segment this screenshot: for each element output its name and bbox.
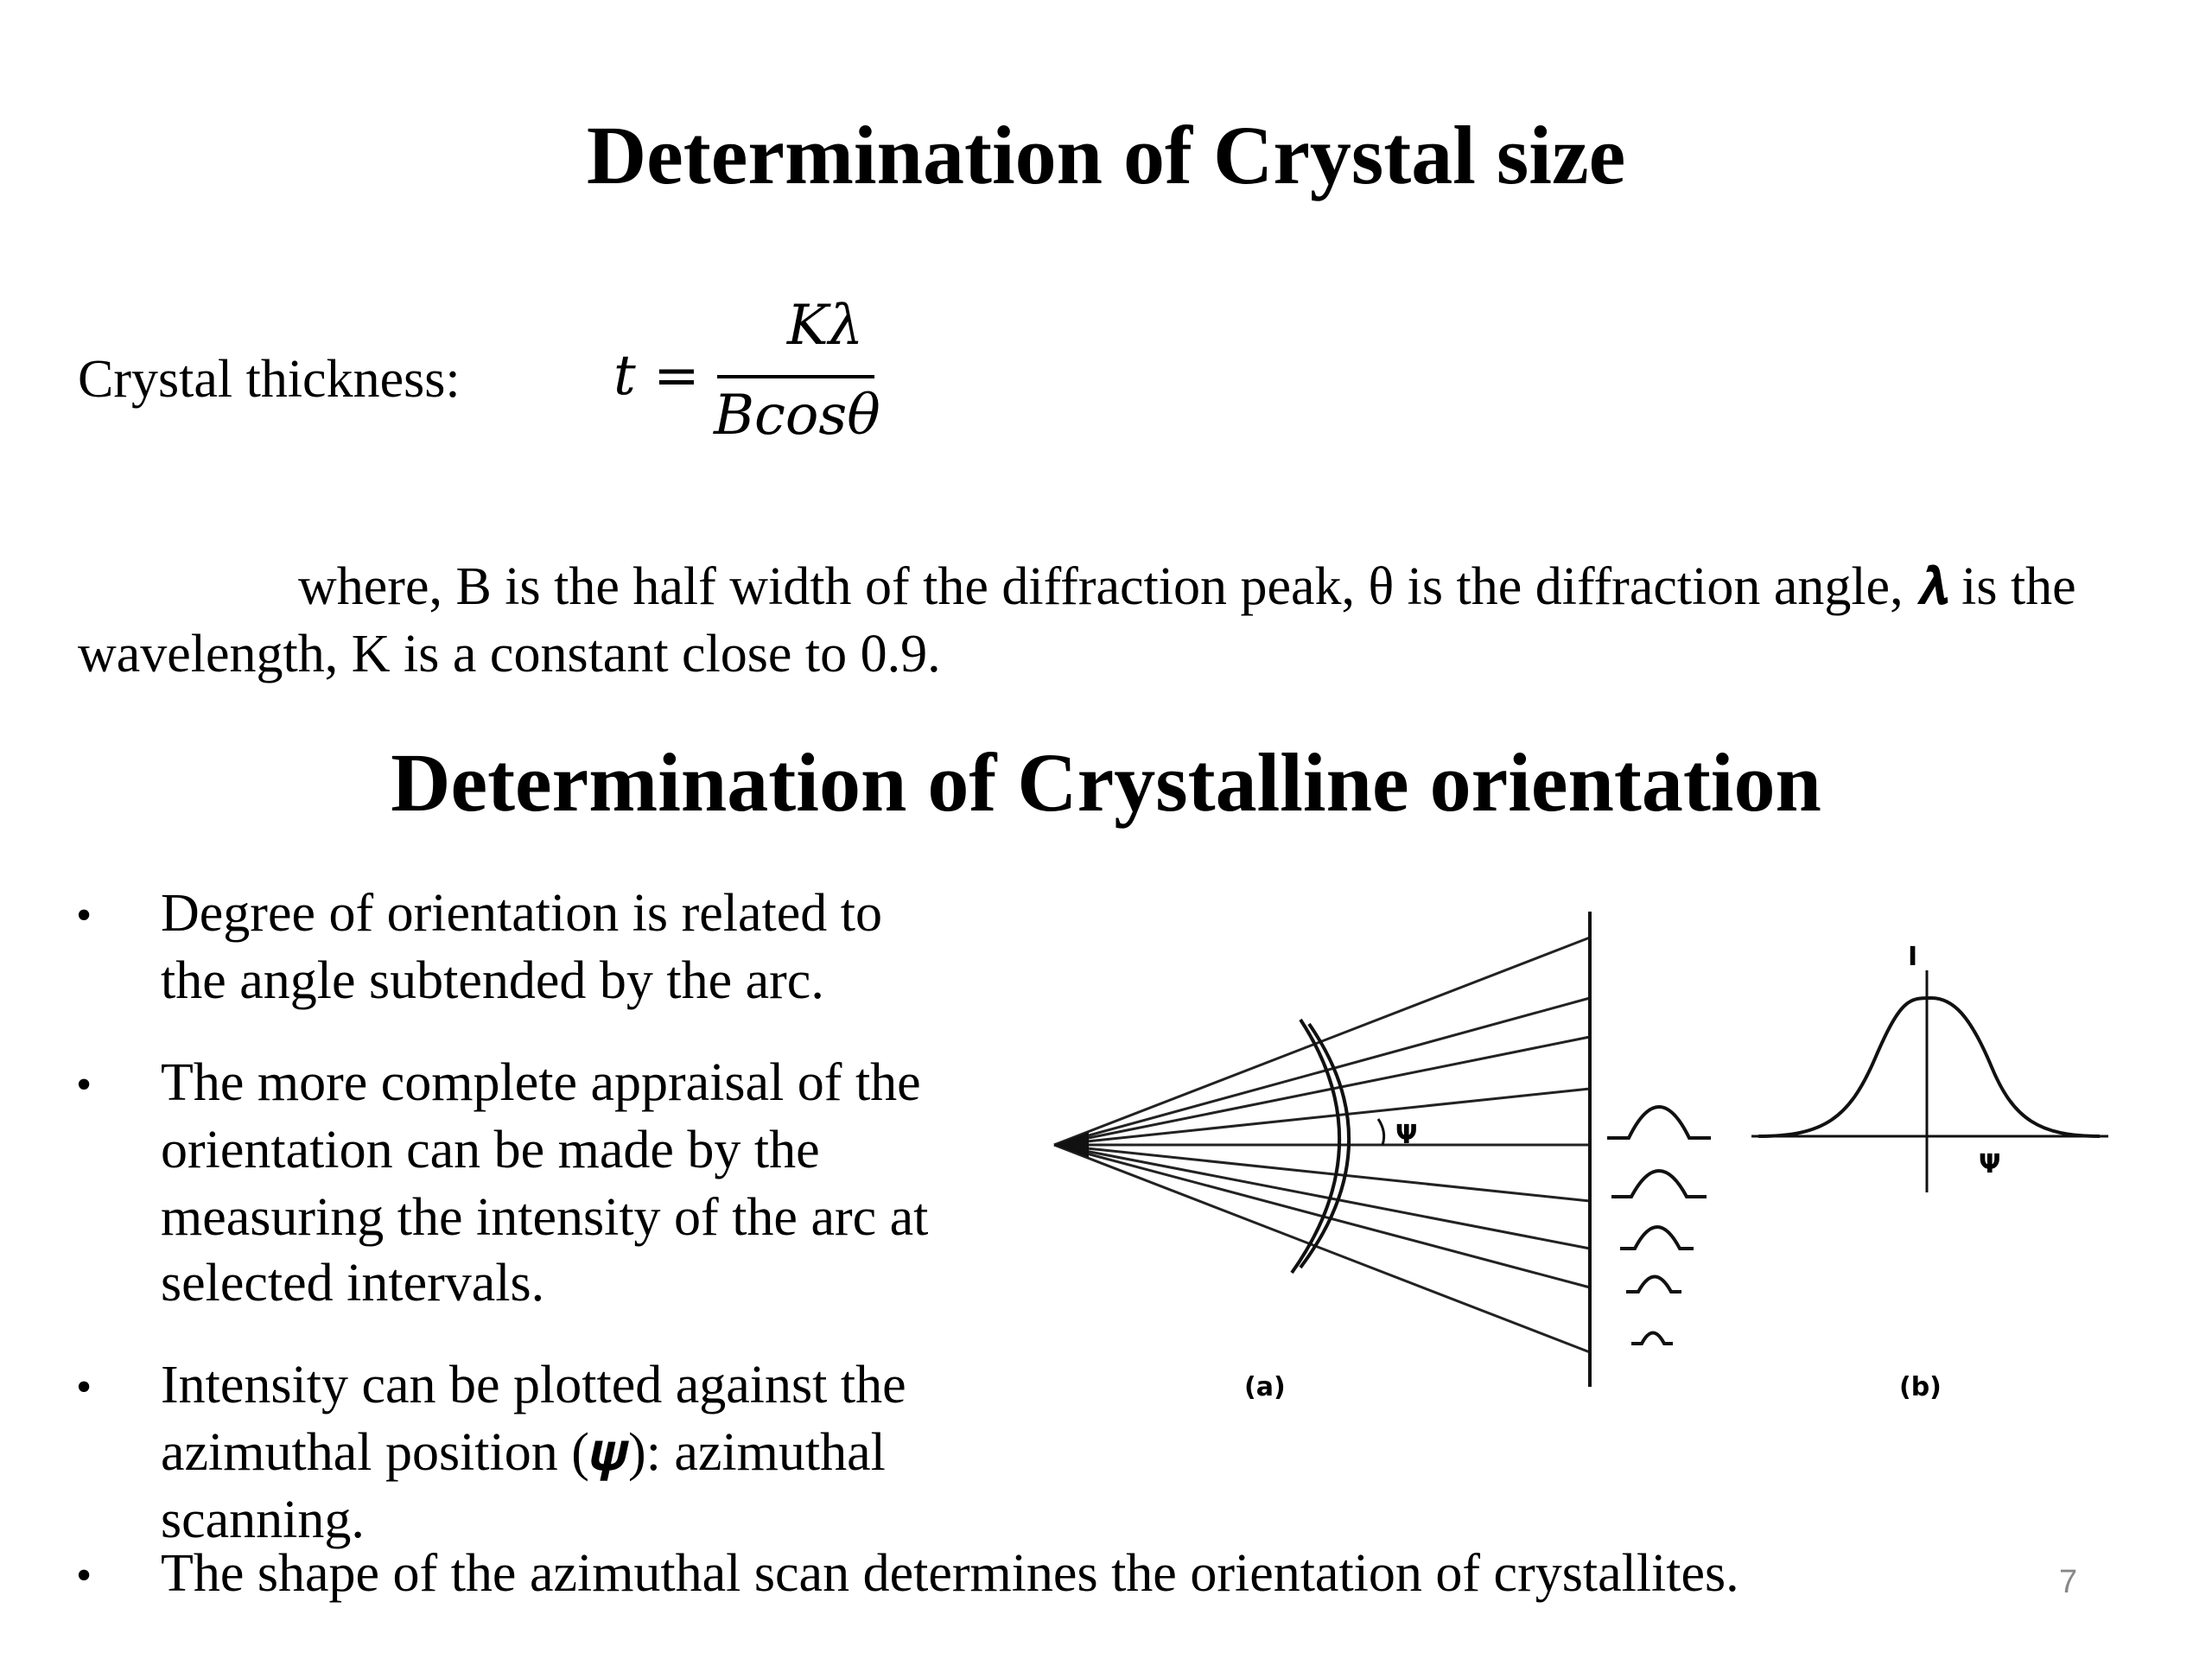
- label-a: (a): [1244, 1372, 1286, 1402]
- psi-label-b: Ψ: [1979, 1149, 2001, 1179]
- bullet-3-line1: Intensity can be plotted against the: [161, 1356, 906, 1414]
- fraction-bar: [717, 375, 874, 378]
- crystal-thickness-label: Crystal thickness:: [78, 350, 461, 409]
- where-text-line1: where, B is the half width of the diffraction peak, θ is the diffraction angle, 𝝀 is the: [298, 557, 2076, 616]
- bullet-2-line3: measuring the intensity of the arc at: [161, 1188, 929, 1247]
- scherrer-equation: [605, 294, 899, 449]
- axis-label-I: I: [1908, 942, 1918, 972]
- bullet-1-line2: the angle subtended by the arc.: [161, 951, 824, 1010]
- bullet-dot: •: [76, 1060, 92, 1109]
- bullet-dot: •: [76, 891, 92, 940]
- bullet-3-line3: scanning.: [161, 1491, 365, 1549]
- where-text-line2: wavelength, K is a constant close to 0.9.: [78, 625, 941, 683]
- bullet-2-line2: orientation can be made by the: [161, 1121, 820, 1179]
- equation-lhs: t =: [613, 344, 700, 408]
- azimuthal-scan-figure: [994, 868, 2212, 1421]
- equation-denominator: Bcosθ: [714, 384, 880, 448]
- bullet-dot: •: [76, 1363, 92, 1412]
- bullet-3-line2: azimuthal position (𝝍): azimuthal: [161, 1423, 886, 1482]
- label-b: (b): [1899, 1372, 1942, 1402]
- psi-label-a: Ψ: [1395, 1120, 1418, 1150]
- page-number: 7: [2059, 1564, 2078, 1600]
- title-crystalline-orientation: Determination of Crystalline orientation: [391, 736, 1821, 829]
- title-crystal-size: Determination of Crystal size: [586, 109, 1626, 201]
- bullet-4-line1: The shape of the azimuthal scan determines the orientation of crystallites.: [161, 1544, 1739, 1603]
- bullet-dot: •: [76, 1551, 92, 1600]
- equation-numerator: Kλ: [786, 294, 864, 358]
- bullet-1-line1: Degree of orientation is related to: [161, 884, 882, 943]
- bullet-2-line1: The more complete appraisal of the: [161, 1053, 921, 1112]
- bullet-2-line4: selected intervals.: [161, 1254, 545, 1313]
